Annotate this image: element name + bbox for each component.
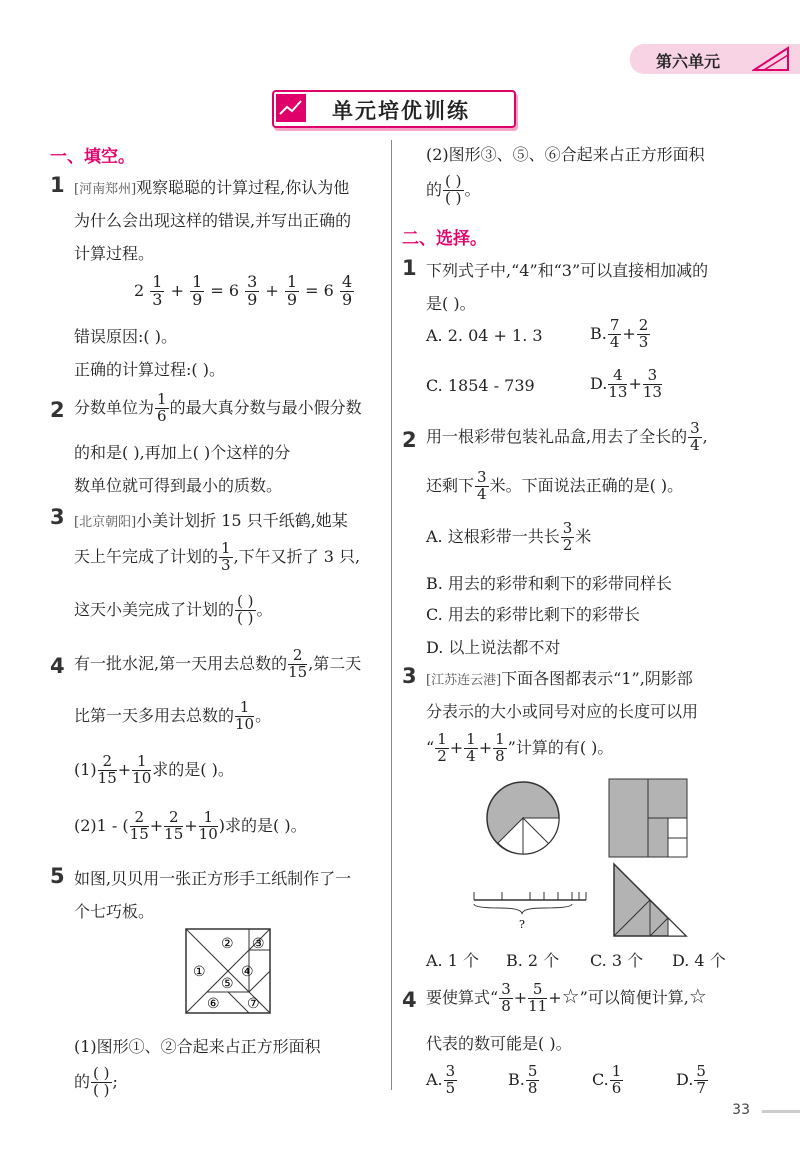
- answer-blank-fraction: $\frac{( )}{( )}$: [93, 1064, 110, 1099]
- q5-line2: 个七巧板。: [74, 902, 155, 921]
- unit-label: 第六单元: [656, 52, 721, 71]
- q3-line3: 这天小美完成了计划的 $\frac{( )}{( )}$ 。: [74, 592, 273, 627]
- q4-line2: 比第一天多用去总数的 $\frac{1}{10}$ 。: [74, 698, 272, 733]
- fraction: $\frac{5}{8}$: [527, 1062, 538, 1097]
- c1-option-d: D. $\frac{4}{13}$ + $\frac{3}{13}$: [590, 366, 662, 401]
- answer-blank-fraction: $\frac{( )}{( )}$: [237, 592, 254, 627]
- fraction: $\frac{1}{4}$: [466, 730, 476, 765]
- question-number: 2: [50, 398, 65, 422]
- c3-option-b: B. 2 个: [506, 951, 560, 970]
- q5-sub1: (1)图形①、②合起来占正方形面积: [74, 1037, 321, 1056]
- c4-line2: 代表的数可能是( )。: [426, 1034, 572, 1053]
- c3-option-d: D. 4 个: [672, 951, 726, 970]
- question-number: 3: [402, 664, 417, 688]
- triangle-figure: [612, 862, 688, 938]
- c2-line1: 用一根彩带包装礼品盒,用去了全长的 $\frac{3}{4}$ ,: [426, 419, 708, 454]
- c2-option-d: D. 以上说法都不对: [426, 638, 561, 657]
- question-number: 1: [402, 256, 417, 280]
- piece-label: ⑦: [247, 996, 260, 1012]
- piece-label: ⑤: [221, 976, 234, 992]
- fraction: $\frac{3}{8}$: [501, 980, 511, 1015]
- fraction: $\frac{2}{15}$: [129, 808, 149, 843]
- fraction: $\frac{1}{8}$: [495, 730, 505, 765]
- c4-option-b: B. $\frac{5}{8}$: [508, 1062, 538, 1097]
- fraction: $\frac{1}{2}$: [437, 730, 447, 765]
- q4-line1: 有一批水泥,第一天用去总数的 $\frac{2}{15}$ ,第二天: [74, 646, 362, 681]
- fraction: $\frac{1}{10}$: [198, 808, 218, 843]
- fraction: $\frac{1}{9}$: [286, 272, 298, 309]
- tangram-figure: [185, 928, 271, 1014]
- c3-line2: 分表示的大小或同号对应的长度可以用: [426, 702, 699, 721]
- ruler-icon: [752, 46, 792, 72]
- question-number: 4: [402, 988, 417, 1012]
- c1-option-a: A. 2. 04 + 1. 3: [426, 326, 543, 345]
- fraction: $\frac{2}{15}$: [288, 646, 308, 681]
- fraction: $\frac{3}{4}$: [690, 419, 700, 454]
- fraction: $\frac{3}{4}$: [477, 468, 487, 503]
- fraction: $\frac{3}{9}$: [247, 272, 258, 309]
- fraction: $\frac{7}{4}$: [609, 316, 620, 351]
- fraction: $\frac{1}{10}$: [235, 698, 255, 733]
- q5-line1: 如图,贝贝用一张正方形手工纸制作了一: [74, 869, 352, 888]
- source-tag: [江苏连云港]: [426, 673, 502, 688]
- answer-blank-fraction: $\frac{( )}{( )}$: [445, 172, 462, 207]
- c3-line3: “ $\frac{1}{2}$ + $\frac{1}{4}$ + $\frac{1}{8}$ ”计算的有( )。: [426, 730, 614, 765]
- section-fill-heading: 一、填空。: [50, 147, 135, 167]
- fraction: $\frac{3}{5}$: [445, 1062, 456, 1097]
- fraction: $\frac{5}{7}$: [696, 1062, 706, 1097]
- fraction: $\frac{1}{3}$: [152, 272, 163, 309]
- c2-option-a: A. 这根彩带一共长 $\frac{3}{2}$ 米: [426, 519, 592, 554]
- piece-label: ①: [193, 964, 206, 980]
- question-number: 3: [50, 505, 65, 529]
- fraction: $\frac{4}{13}$: [608, 366, 628, 401]
- c2-option-c: C. 用去的彩带比剩下的彩带长: [426, 605, 640, 624]
- q2-line1: 分数单位为 $\frac{1}{6}$ 的最大真分数与最小假分数: [74, 390, 362, 425]
- section-choice-heading: 二、选择。: [402, 229, 487, 249]
- fraction: $\frac{1}{6}$: [157, 390, 167, 425]
- c1-line1: 下列式子中,“4”和“3”可以直接相加减的: [426, 261, 709, 280]
- question-number: 5: [50, 864, 65, 888]
- q1-correct: 正确的计算过程:( )。: [74, 360, 225, 379]
- c2-option-b: B. 用去的彩带和剩下的彩带同样长: [426, 574, 672, 593]
- q4-sub1: (1) $\frac{2}{15}$ + $\frac{1}{10}$ 求的是( )。: [74, 752, 234, 787]
- column-divider: [391, 140, 392, 1090]
- source-tag: [北京朝阳]: [74, 515, 137, 530]
- page-title: 单元培优训练: [332, 99, 470, 123]
- fraction: $\frac{1}{6}$: [611, 1062, 622, 1097]
- q5-sub2: (2)图形③、⑤、⑥合起来占正方形面积: [426, 145, 705, 164]
- segment-figure: [470, 886, 590, 932]
- q5-sub1-answer: 的 $\frac{( )}{( )}$ ;: [74, 1064, 118, 1099]
- fraction: $\frac{1}{10}$: [132, 752, 152, 787]
- q1-line2: 为什么会出现这样的错误,并写出正确的: [74, 211, 352, 230]
- question-number: 2: [402, 428, 417, 452]
- c1-option-b: B. $\frac{7}{4}$ + $\frac{2}{3}$: [590, 316, 649, 351]
- fraction: $\frac{5}{11}$: [528, 980, 548, 1015]
- c3-option-a: A. 1 个: [426, 951, 479, 970]
- q1-equation: 2 $\frac{1}{3}$ + $\frac{1}{9}$ = 6 $\frac{3}{9}$ + $\frac{1}{9}$ = 6 $\frac{4}{9}$: [134, 272, 353, 309]
- fraction: $\frac{2}{15}$: [164, 808, 184, 843]
- q5-sub2-answer: 的 $\frac{( )}{( )}$ 。: [426, 172, 481, 207]
- c1-option-c: C. 1854 - 739: [426, 376, 535, 395]
- star-icon: ☆: [688, 983, 707, 1008]
- c1-line2: 是( )。: [426, 294, 476, 313]
- unit-tab: [630, 44, 800, 74]
- question-number: 1: [50, 173, 65, 197]
- fraction: $\frac{4}{9}$: [341, 272, 353, 309]
- fraction: $\frac{2}{15}$: [97, 752, 117, 787]
- piece-label: ④: [241, 964, 254, 980]
- c4-option-d: D. $\frac{5}{7}$: [676, 1062, 706, 1097]
- piece-label: ⑥: [207, 996, 220, 1012]
- q4-sub2: (2)1 - ( $\frac{2}{15}$ + $\frac{2}{15}$ + $\frac{1}{10}$ )求的是( )。: [74, 808, 307, 843]
- circle-figure: [485, 780, 561, 856]
- c3-line1: [江苏连云港]下面各图都表示“1”,阴影部: [426, 669, 693, 688]
- star-icon: ☆: [561, 983, 580, 1008]
- fraction: $\frac{1}{3}$: [221, 539, 231, 574]
- square-figure: [608, 778, 688, 858]
- q3-line1: [北京朝阳]小美计划折 15 只千纸鹤,她某: [74, 511, 348, 530]
- fraction: $\frac{1}{9}$: [192, 272, 203, 309]
- fraction: $\frac{3}{2}$: [562, 519, 573, 554]
- trend-chart-icon: [276, 94, 306, 122]
- question-number: 4: [50, 654, 65, 678]
- q2-line2: 的和是( ),再加上( )个这样的分: [74, 443, 291, 462]
- q1-reason: 错误原因:( )。: [74, 327, 177, 346]
- q1-line1: [河南郑州]观察聪聪的计算过程,你认为他: [74, 178, 350, 197]
- page-number-rule: [762, 1110, 800, 1113]
- question-mark-label: ?: [519, 918, 525, 931]
- q3-line2: 天上午完成了计划的 $\frac{1}{3}$ ,下午又折了 3 只,: [74, 539, 361, 574]
- source-tag: [河南郑州]: [74, 182, 137, 197]
- section-title-box: [272, 90, 516, 128]
- c2-line2: 还剩下 $\frac{3}{4}$ 米。下面说法正确的是( )。: [426, 468, 684, 503]
- fraction: $\frac{2}{3}$: [638, 316, 649, 351]
- c3-option-c: C. 3 个: [590, 951, 644, 970]
- piece-label: ③: [252, 936, 265, 952]
- page-number: 33: [732, 1102, 750, 1118]
- c4-line1: 要使算式“ $\frac{3}{8}$ + $\frac{5}{11}$ +☆”可以简便计算,☆: [426, 980, 707, 1015]
- q2-line3: 数单位就可得到最小的质数。: [74, 476, 283, 495]
- c4-option-a: A. $\frac{3}{5}$: [426, 1062, 456, 1097]
- fraction: $\frac{3}{13}$: [642, 366, 662, 401]
- q1-line3: 计算过程。: [74, 244, 155, 263]
- c4-option-c: C. $\frac{1}{6}$: [592, 1062, 622, 1097]
- piece-label: ②: [221, 936, 234, 952]
